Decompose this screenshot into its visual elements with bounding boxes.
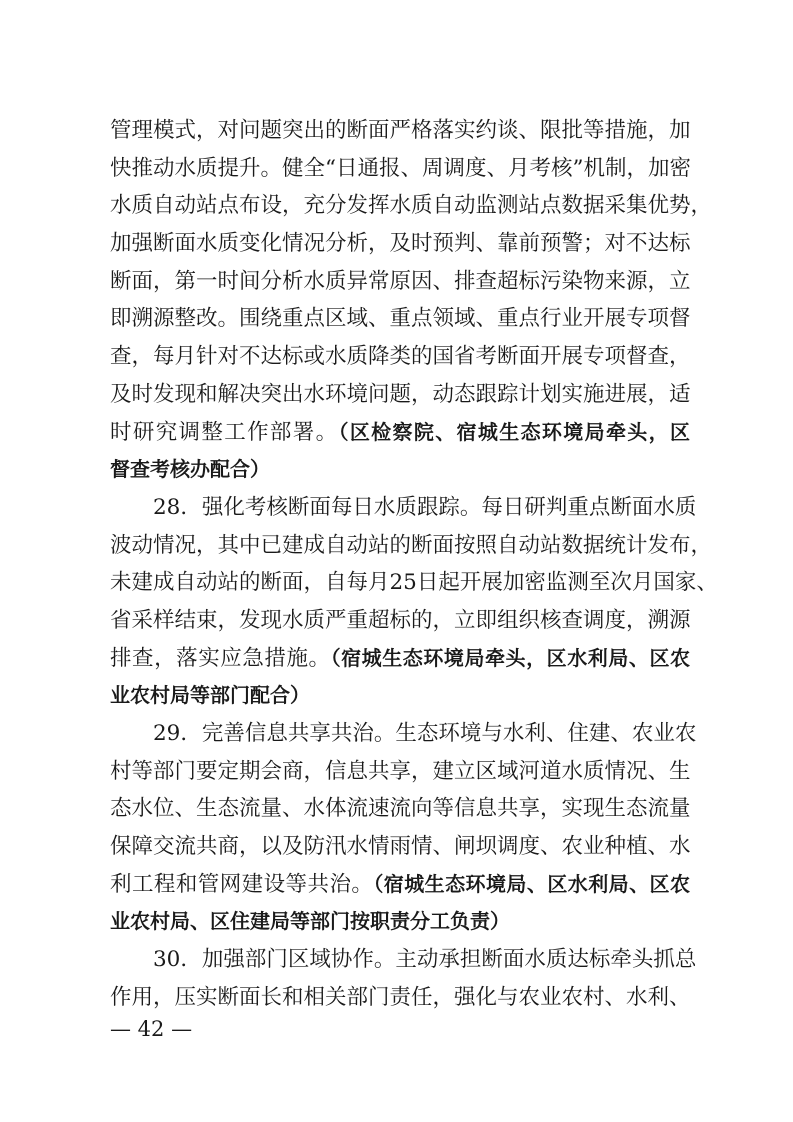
text-line	[110, 564, 718, 602]
line-text: 28．强化考核断面每日水质跟踪。每日研判重点断面水质	[153, 494, 697, 520]
line-text: 态水位、生态流量、水体流速流向等信息共享，实现生态流量	[110, 796, 691, 822]
responsible-party-note: 督查考核办配合）	[110, 457, 270, 482]
text-line	[110, 677, 690, 715]
text-line	[110, 753, 690, 791]
line-text: 断面，第一时间分析水质异常原因、排查超标污染物来源，立	[110, 268, 691, 294]
responsible-party-note: （宿城生态环境局、区水利局、区农	[373, 871, 690, 896]
text-line	[110, 979, 690, 1017]
text-line	[110, 640, 690, 678]
text-line	[110, 187, 713, 225]
line-text: 即溯源整改。围绕重点区域、重点领域、重点行业开展专项督	[110, 306, 691, 332]
text-line	[110, 376, 690, 414]
text-line	[110, 790, 690, 828]
line-text: 村等部门要定期会商，信息共享，建立区域河道水质情况、生	[110, 758, 691, 784]
text-line	[110, 489, 697, 527]
line-text: 快推动水质提升。健全“日通报、周调度、月考核”机制，加密	[110, 155, 691, 181]
text-line	[110, 828, 690, 866]
line-text: 波动情况，其中已建成自动站的断面按照自动站数据统计发布，	[110, 532, 713, 558]
text-line	[110, 715, 697, 753]
responsible-party-note: 业农村局等部门配合）	[110, 683, 310, 708]
line-text: 未建成自动站的断面，自每月25日起开展加密监测至次月国家、	[110, 570, 718, 596]
text-line	[110, 112, 690, 150]
text-line	[110, 451, 690, 489]
text-line	[110, 903, 690, 941]
line-text: 30．加强部门区域协作。主动承担断面水质达标牵头抓总	[153, 947, 697, 973]
body-text	[110, 112, 718, 1017]
line-text: 省采样结束，发现水质严重超标的，立即组织核查调度，溯源	[110, 607, 691, 633]
responsible-party-note: （区检察院、宿城生态环境局牵头，区	[338, 419, 690, 444]
text-line	[110, 225, 690, 263]
line-text: 查，每月针对不达标或水质降类的国省考断面开展专项督查，	[110, 344, 691, 370]
line-text: 排查，落实应急措施。	[110, 645, 331, 671]
text-line	[110, 941, 697, 979]
line-text: 时研究调整工作部署。	[110, 419, 339, 445]
text-line	[110, 527, 713, 565]
line-text: 利工程和管网建设等共治。	[110, 871, 374, 897]
text-line	[110, 300, 690, 338]
responsible-party-note: （宿城生态环境局牵头，区水利局、区农	[330, 645, 690, 670]
page-number: — 42 —	[110, 1017, 193, 1041]
line-text: 及时发现和解决突出水环境问题，动态跟踪计划实施进展，适	[110, 381, 691, 407]
text-line	[110, 263, 690, 301]
text-line	[110, 338, 690, 376]
line-text: 加强断面水质变化情况分析，及时预判、靠前预警；对不达标	[110, 231, 691, 257]
line-text: 作用，压实断面长和相关部门责任，强化与农业农村、水利、	[110, 984, 691, 1010]
line-text: 保障交流共商，以及防汛水情雨情、闸坝调度、农业种植、水	[110, 834, 691, 860]
line-text: 水质自动站点布设，充分发挥水质自动监测站点数据采集优势，	[110, 193, 713, 219]
text-line	[110, 414, 690, 452]
text-line	[110, 150, 690, 188]
line-text: 29．完善信息共享共治。生态环境与水利、住建、农业农	[153, 721, 697, 746]
text-line	[110, 602, 690, 640]
line-text: 管理模式，对问题突出的断面严格落实约谈、限批等措施，加	[110, 118, 691, 143]
text-line	[110, 866, 690, 904]
responsible-party-note: 业农村局、区住建局等部门按职责分工负责）	[110, 909, 510, 934]
